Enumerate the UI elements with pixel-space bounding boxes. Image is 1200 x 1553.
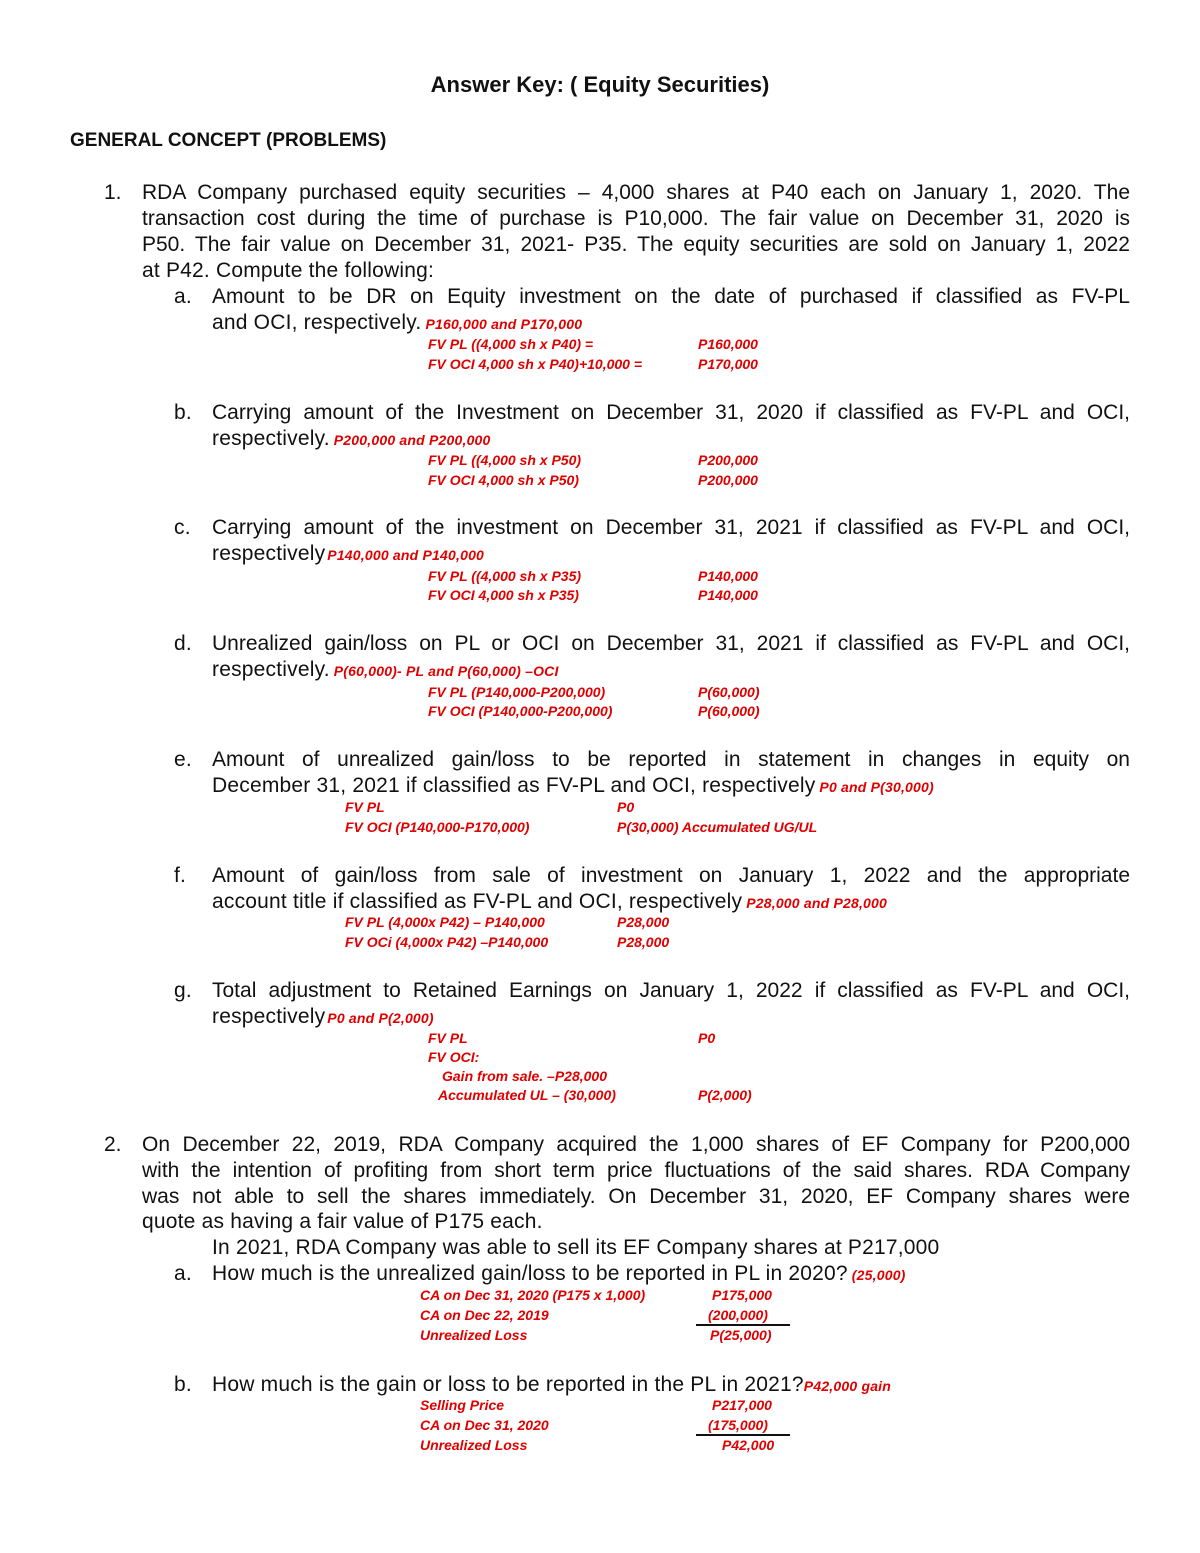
problem-2-line-4: quote as having a fair value of P175 each. [142,1210,543,1233]
item-1c-question: respectively [212,542,326,565]
item-1f-line-2 [212,890,887,914]
item-1g-work-4: Accumulated UL – (30,000) [438,1087,616,1103]
problem-1-line-1: RDA Company purchased equity securities – 4,000 shares at P40 each on January 1, 2020. The [142,181,1130,204]
item-1a-answer: P160,000 and P170,000 [425,316,583,332]
item-2b-work-3: Unrealized Loss [420,1437,528,1453]
item-1e-question: December 31, 2021 if classified as FV-PL and OCI, respectively [212,774,816,797]
item-1e-line-2 [212,774,934,798]
item-1c-answer: P140,000 and P140,000 [327,547,485,563]
item-2b-answer: P42,000 gain [803,1378,892,1394]
problem-1-line-3: P50. The fair value on December 31, 2021- P35. The equity securities are sold on January 1, 2022 [142,233,1130,256]
problem-2-line-5: In 2021, RDA Company was able to sell its EF Company shares at P217,000 [212,1236,940,1259]
item-1c-line-2 [212,542,484,566]
item-2b-question: How much is the gain or loss to be reported in the PL in 2021? [212,1373,804,1396]
item-2b-value-2: (175,000) [708,1417,768,1433]
problem-2-line-3: was not able to sell the shares immediately. On December 31, 2020, EF Company shares were [142,1185,1130,1208]
item-1e-work-1: FV PL [345,799,385,815]
item-1b-line-2 [212,427,491,451]
problem-1-number: 1. [104,181,122,204]
item-2b-work-2: CA on Dec 31, 2020 [420,1417,549,1433]
item-1f-value-2: P28,000 [617,934,670,950]
item-1g-line-2 [212,1005,434,1029]
item-2a-work-1: CA on Dec 31, 2020 (P175 x 1,000) [420,1287,646,1303]
item-1c-line-1: Carrying amount of the investment on December 31, 2021 if classified as FV-PL and OCI, [212,516,1130,539]
item-1a-value-2: P170,000 [698,356,758,372]
item-2a-work-3: Unrealized Loss [420,1327,528,1343]
item-1a-work-2: FV OCI 4,000 sh x P40)+10,000 = [428,356,643,372]
item-1c-letter: c. [174,516,191,539]
item-2a-value-3: P(25,000) [710,1327,772,1343]
item-1d-line-1: Unrealized gain/loss on PL or OCI on December 31, 2021 if classified as FV-PL and OCI, [212,632,1130,655]
item-1g-question: respectively [212,1005,326,1028]
item-1d-work-1: FV PL (P140,000-P200,000) [428,684,606,700]
problem-1-line-2: transaction cost during the time of purchase is P10,000. The fair value on December 31, 2020 is [142,207,1130,230]
item-2a-answer: (25,000) [851,1267,906,1283]
item-2b-value-3: P42,000 [722,1437,775,1453]
item-1g-work-2: FV OCI: [428,1049,480,1065]
item-2a-value-1: P175,000 [712,1287,772,1303]
problem-1-line-4: at P42. Compute the following: [142,259,435,282]
item-1a-line-2 [212,311,582,335]
item-1g-work-3: Gain from sale. –P28,000 [442,1068,607,1084]
item-2b-underline [696,1434,790,1436]
item-1f-work-1: FV PL (4,000x P42) – P140,000 [345,914,545,930]
item-1e-answer: P0 and P(30,000) [819,779,934,795]
item-1a-line-1: Amount to be DR on Equity investment on the date of purchased if classified as FV-PL [212,285,1130,308]
item-1b-value-2: P200,000 [698,472,758,488]
item-1f-question: account title if classified as FV-PL and OCI, respectively [212,890,743,913]
problem-2-number: 2. [104,1133,122,1156]
item-2b-work-1: Selling Price [420,1397,505,1413]
item-1d-question: respectively. [212,658,330,681]
item-1b-work-2: FV OCI 4,000 sh x P50) [428,472,579,488]
item-1g-line-1: Total adjustment to Retained Earnings on January 1, 2022 if classified as FV-PL and OCI, [212,979,1130,1002]
item-1d-value-2: P(60,000) [698,703,760,719]
item-1d-value-1: P(60,000) [698,684,760,700]
item-2b-value-1: P217,000 [712,1397,772,1413]
page-title: Answer Key: ( Equity Securities) [430,72,770,97]
item-1b-answer: P200,000 and P200,000 [333,432,491,448]
item-1e-work-2: FV OCI (P140,000-P170,000) [345,819,530,835]
item-1a-value-1: P160,000 [698,336,758,352]
item-1g-work-1: FV PL [428,1030,468,1046]
item-2a-question: How much is the unrealized gain/loss to be reported in PL in 2020? [212,1262,848,1285]
item-1d-letter: d. [174,632,192,655]
problem-2-line-2: with the intention of profiting from short term price fluctuations of the said shares. RDA Company [142,1159,1130,1182]
item-1a-letter: a. [174,285,192,308]
item-1f-line-1: Amount of gain/loss from sale of investment on January 1, 2022 and the appropriate [212,864,1130,887]
item-2a-work-2: CA on Dec 22, 2019 [420,1307,549,1323]
item-1e-line-1: Amount of unrealized gain/loss to be reported in statement in changes in equity on [212,748,1130,771]
item-2a-value-2: (200,000) [708,1307,768,1323]
item-1c-value-2: P140,000 [698,587,758,603]
item-1b-value-1: P200,000 [698,452,758,468]
item-2b-letter: b. [174,1373,192,1396]
item-2a-underline [696,1324,790,1326]
item-1a-work-1: FV PL ((4,000 sh x P40) = [428,336,594,352]
problem-2-line-1: On December 22, 2019, RDA Company acquired the 1,000 shares of EF Company for P200,000 [142,1133,1130,1156]
item-1d-work-2: FV OCI (P140,000-P200,000) [428,703,613,719]
item-1e-value-2: P(30,000) Accumulated UG/UL [617,819,818,835]
item-1b-letter: b. [174,401,192,424]
item-1g-value-4: P(2,000) [698,1087,752,1103]
item-1g-letter: g. [174,979,192,1002]
item-1f-letter: f. [174,864,187,887]
item-1c-work-1: FV PL ((4,000 sh x P35) [428,568,582,584]
item-1g-answer: P0 and P(2,000) [327,1010,434,1026]
item-1d-line-2 [212,658,559,682]
item-1a-question: and OCI, respectively. [212,311,422,334]
item-1f-value-1: P28,000 [617,914,670,930]
item-2b-line [212,1373,891,1397]
item-1e-value-1: P0 [617,799,635,815]
item-1c-value-1: P140,000 [698,568,758,584]
section-heading: GENERAL CONCEPT (PROBLEMS) [70,130,387,151]
item-1g-value-1: P0 [698,1030,716,1046]
item-1b-line-1: Carrying amount of the Investment on December 31, 2020 if classified as FV-PL and OCI, [212,401,1130,424]
item-1b-question: respectively. [212,427,330,450]
item-1e-letter: e. [174,748,192,771]
item-1c-work-2: FV OCI 4,000 sh x P35) [428,587,579,603]
item-1f-answer: P28,000 and P28,000 [746,895,888,911]
item-1d-answer: P(60,000)- PL and P(60,000) –OCI [333,663,559,679]
item-2a-line [212,1262,906,1286]
item-2a-letter: a. [174,1262,192,1285]
item-1f-work-2: FV OCi (4,000x P42) –P140,000 [345,934,549,950]
item-1b-work-1: FV PL ((4,000 sh x P50) [428,452,582,468]
